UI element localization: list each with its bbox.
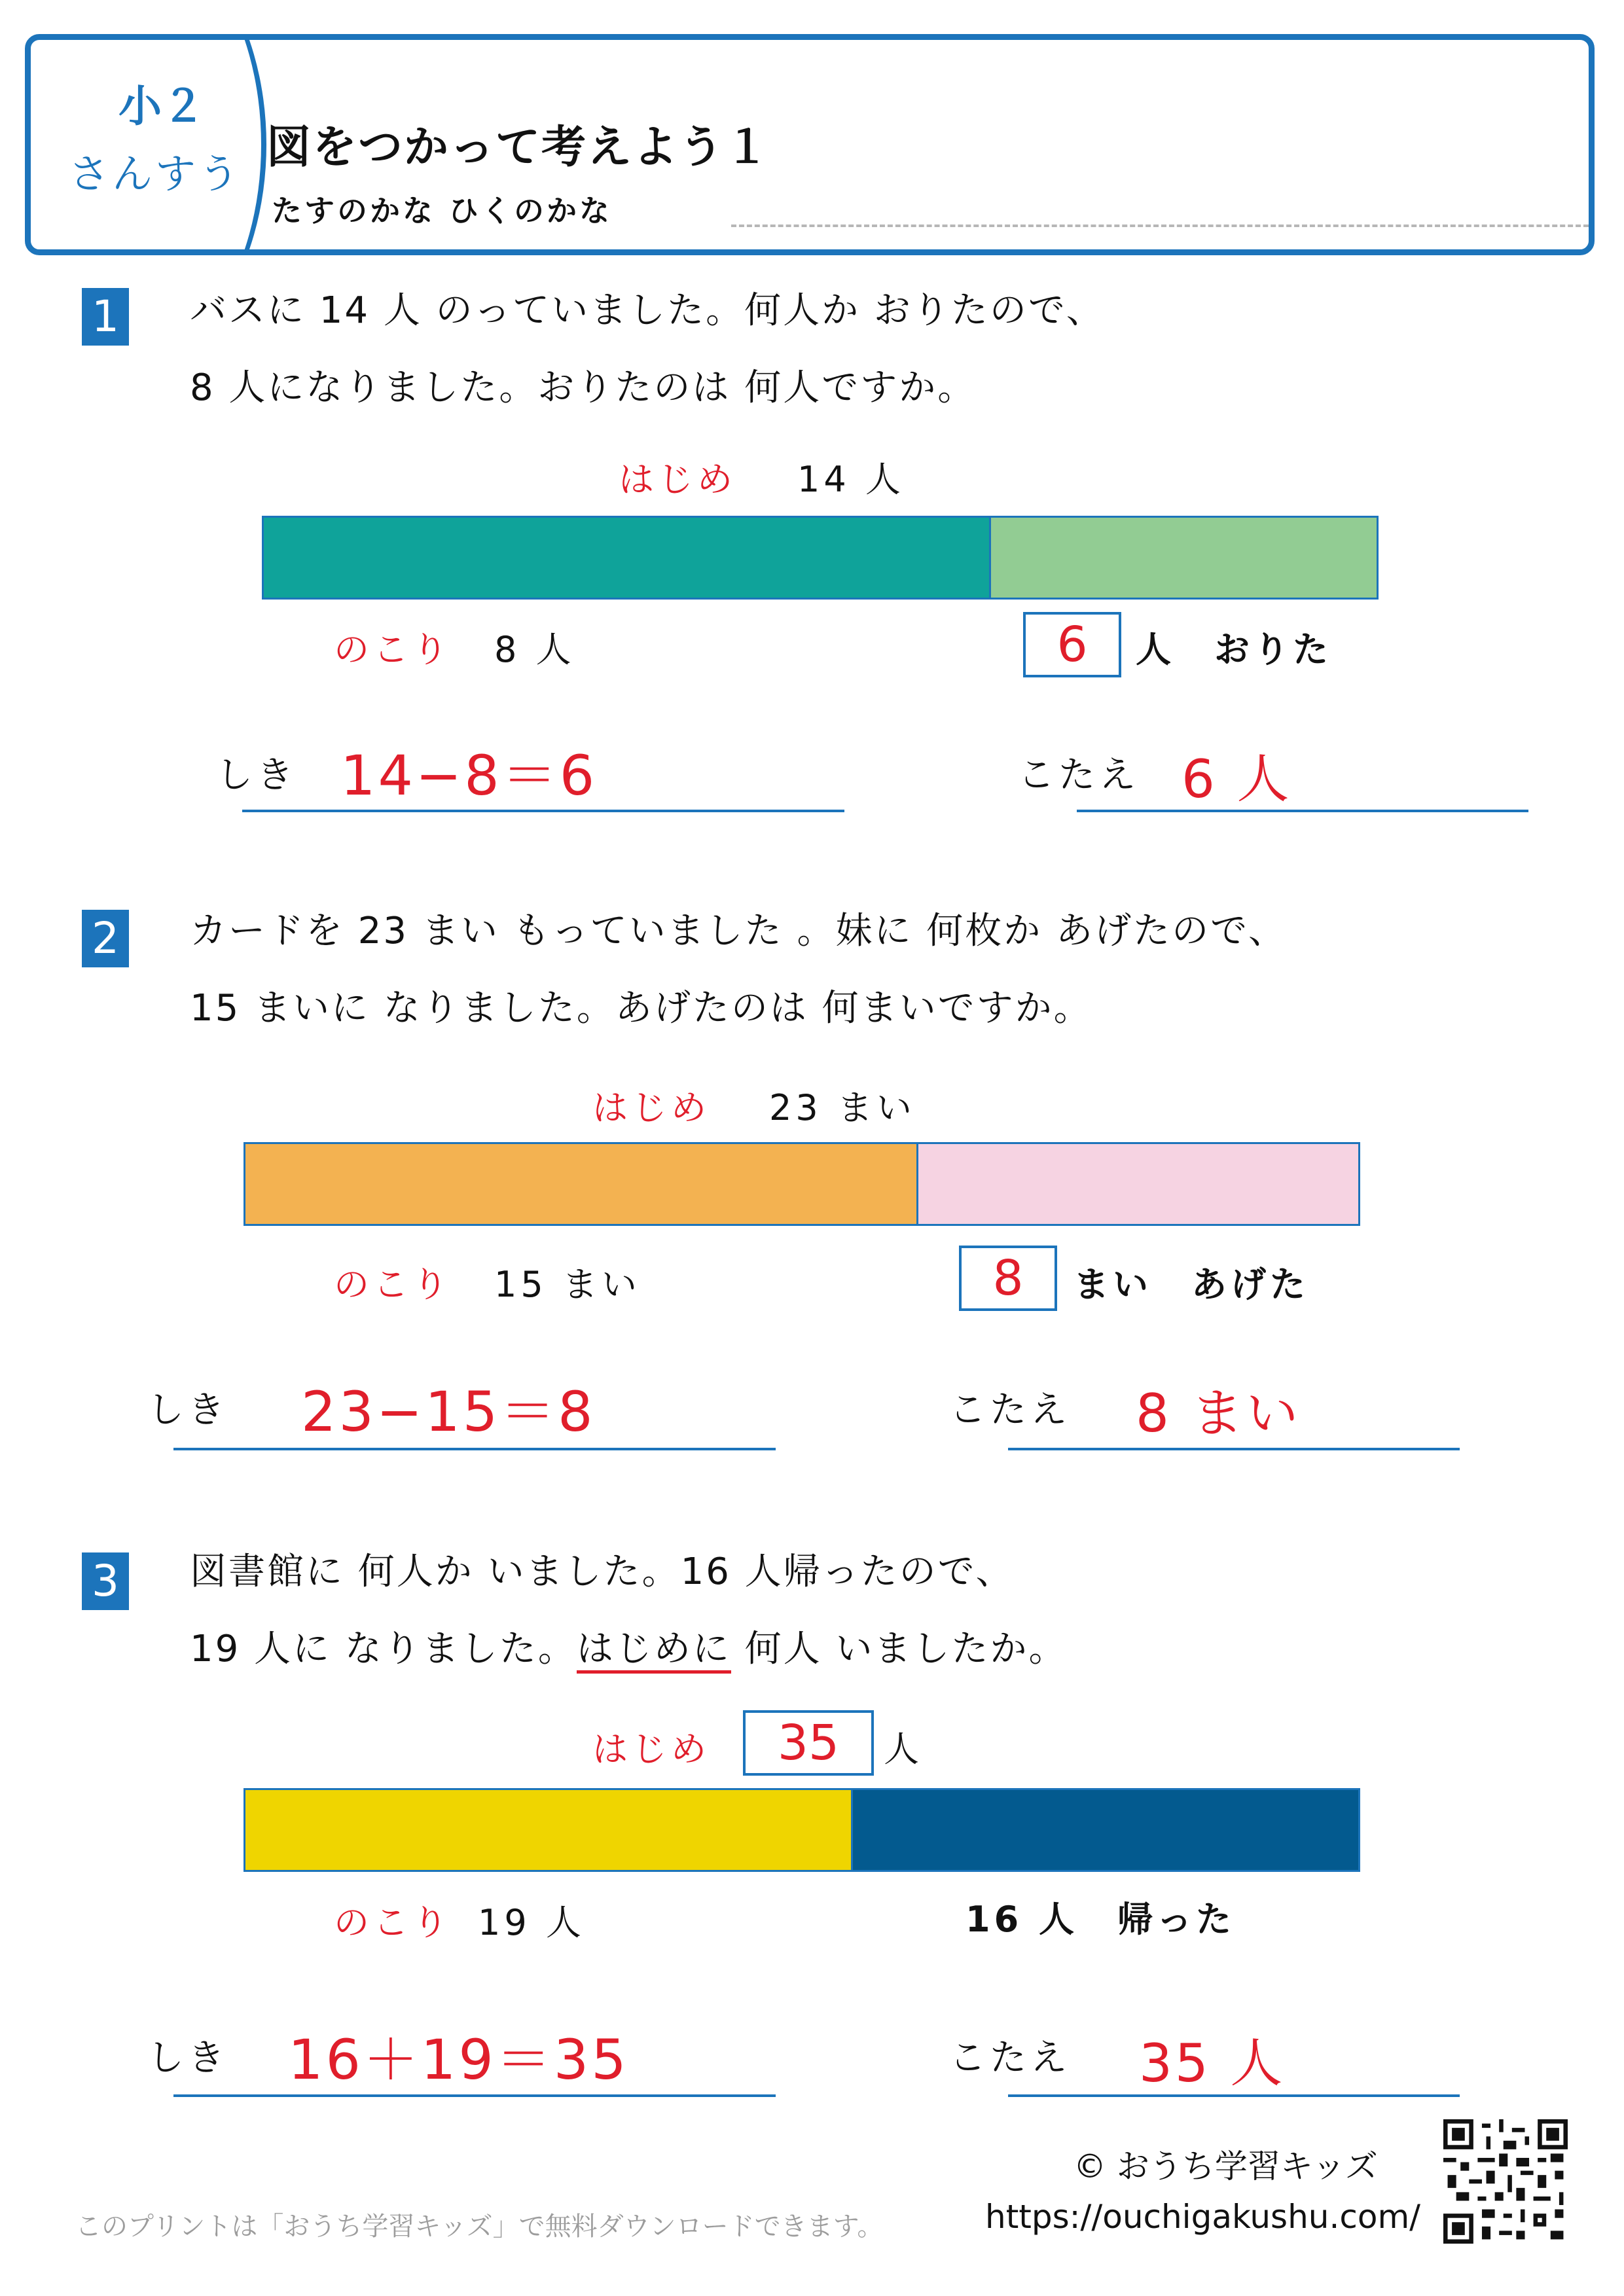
- qr-code-icon: [1443, 2119, 1568, 2244]
- answer-label: こたえ: [949, 1389, 1071, 1431]
- question-3-line-2: [190, 1620, 1067, 1672]
- remaining-value: 15 まい: [494, 1264, 641, 1305]
- start-label: はじめ: [619, 459, 736, 500]
- remaining-value: 8 人: [494, 629, 575, 670]
- remaining-segment: [245, 1144, 918, 1224]
- formula-label: しき: [147, 2037, 228, 2079]
- problem-number-1: 1: [82, 288, 129, 346]
- question-3-text-end: 何人 いましたか。: [731, 1628, 1068, 1670]
- returned-label: 16 人 帰った: [965, 1899, 1235, 1940]
- formula: 23−15＝8: [301, 1380, 596, 1444]
- remaining-label: のこり: [334, 1902, 452, 1943]
- name-dashed-line: [731, 224, 1589, 227]
- formula: 16＋19＝35: [288, 2028, 629, 2092]
- answer-box: 8: [959, 1246, 1057, 1311]
- question-2-line-1: カードを 23 まい もっていました 。妹に 何枚か あげたので、: [190, 910, 1287, 952]
- worksheet-header: [25, 34, 1595, 255]
- formula-underline: [242, 810, 844, 812]
- grade-label: 小２: [118, 81, 205, 132]
- answer-underline: [1008, 2094, 1460, 2097]
- formula: 14−8＝6: [340, 744, 598, 808]
- question-3-text: 19 人に なりました。: [190, 1628, 577, 1670]
- answer-box: 35: [743, 1710, 874, 1776]
- formula-underline: [173, 1448, 776, 1450]
- tape-diagram-bar: [244, 1142, 1360, 1226]
- problem-number-3: 3: [82, 1552, 129, 1610]
- question-1-line-1: バスに 14 人 のっていました。何人か おりたので、: [190, 289, 1105, 332]
- answer-label: こたえ: [949, 2037, 1071, 2079]
- subject-label: さんすう: [68, 150, 242, 198]
- answer-label: こたえ: [1018, 754, 1140, 797]
- start-label: はじめ: [592, 1087, 710, 1128]
- copyright: © おうち学習キッズ: [1074, 2147, 1378, 2185]
- remaining-label: のこり: [334, 1264, 452, 1305]
- answer-box-suffix: 人 おりた: [1136, 629, 1332, 670]
- problem-number-2: 2: [82, 910, 129, 967]
- formula-label: しき: [216, 754, 297, 797]
- answer: 6 人: [1182, 749, 1292, 810]
- start-value: 23 まい: [769, 1087, 916, 1128]
- tape-diagram-bar: [262, 516, 1379, 600]
- remaining-segment: [245, 1790, 853, 1870]
- page-title: 図をつかって考えよう１: [266, 122, 771, 173]
- formula-label: しき: [147, 1389, 228, 1431]
- remaining-value: 19 人: [478, 1902, 585, 1943]
- question-3-line-1: 図書館に 何人か いました。16 人帰ったので、: [190, 1551, 1015, 1593]
- formula-underline: [173, 2094, 776, 2097]
- footer-note: このプリントは「おうち学習キッズ」で無料ダウンロードできます。: [75, 2212, 884, 2242]
- site-url[interactable]: https://ouchigakushu.com/: [985, 2198, 1421, 2236]
- answer-underline: [1077, 810, 1528, 812]
- start-label: はじめ: [592, 1729, 710, 1770]
- remaining-label: のこり: [334, 629, 452, 670]
- remaining-segment: [264, 518, 991, 598]
- question-2-line-2: 15 まいに なりました。あげたのは 何まいですか。: [190, 987, 1092, 1030]
- answer: 8 まい: [1136, 1383, 1301, 1444]
- answer-box-suffix: 人: [884, 1729, 923, 1770]
- question-1-line-2: 8 人になりました。おりたのは 何人ですか。: [190, 367, 977, 409]
- answer-box: 6: [1023, 612, 1121, 677]
- question-3-emphasis: はじめに: [577, 1628, 731, 1674]
- page-subtitle: たすのかな ひくのかな: [272, 193, 613, 228]
- tape-diagram-bar: [244, 1788, 1360, 1872]
- start-value: 14 人: [797, 459, 905, 500]
- answer: 35 人: [1139, 2033, 1286, 2094]
- answer-underline: [1008, 1448, 1460, 1450]
- answer-box-suffix: まい あげた: [1074, 1264, 1309, 1305]
